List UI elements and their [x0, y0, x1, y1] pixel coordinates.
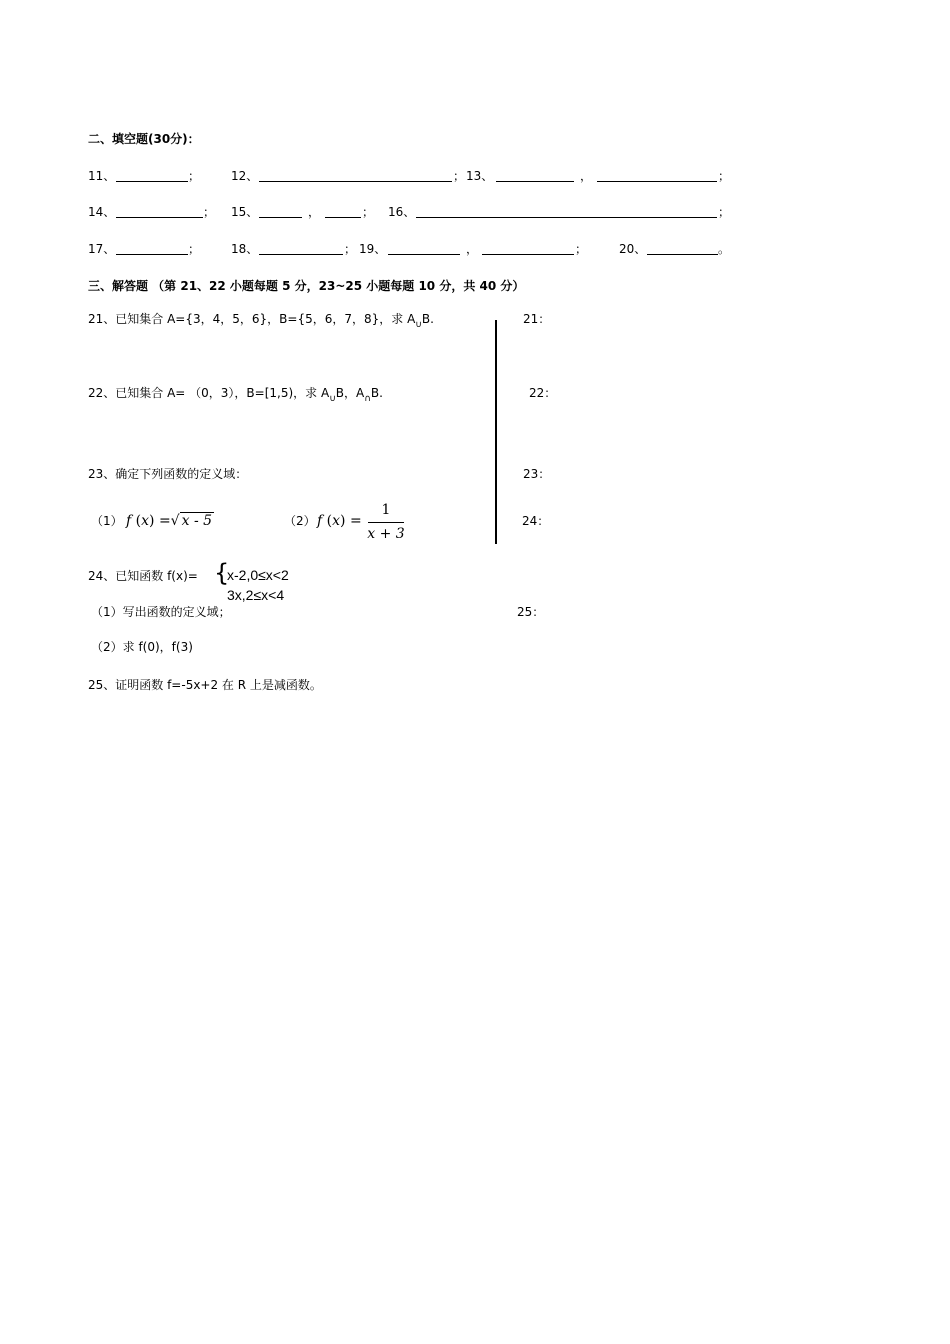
q19-label: 19、 — [359, 242, 387, 256]
q12-label: 12、 — [231, 169, 259, 183]
intersection-symbol: ∩ — [364, 394, 371, 404]
problem-24-part1: （1）写出函数的定义域； — [91, 605, 231, 619]
problem-25-text: 25、证明函数 f=-5x+2 在 R 上是减函数。 — [88, 678, 322, 692]
q18-blank — [259, 254, 343, 255]
answer-25-label: 25： — [517, 605, 545, 619]
formula-2-numerator: 1 — [381, 502, 391, 518]
q20-blank — [647, 254, 718, 255]
problem-23-part2-label: （2） — [284, 514, 316, 528]
problem-23-text: 23、确定下列函数的定义域： — [88, 467, 248, 481]
q17-label: 17、 — [88, 242, 116, 256]
fraction-bar — [368, 522, 404, 523]
formula-1: f (x) =√ x - 5 — [126, 513, 213, 529]
problem-24-part2: （2）求 f(0)，f(3) — [91, 640, 193, 654]
q13-blank-2 — [597, 181, 717, 182]
formula-1-radicand: x - 5 — [181, 513, 213, 529]
q17-blank — [116, 254, 188, 255]
union-symbol: ∪ — [329, 394, 336, 404]
piecewise-brace: { — [214, 559, 230, 587]
formula-2: f (x) = — [317, 513, 362, 529]
answer-22-label: 22： — [529, 386, 557, 400]
formula-1-x: x — [141, 513, 150, 529]
problem-24-text: 24、已知函数 f(x)= — [88, 569, 198, 583]
problem-22-mid: B，A — [335, 386, 365, 400]
q13-comma: ， — [580, 169, 593, 183]
q19-blank-1 — [388, 254, 460, 255]
q18-label: 18、 — [231, 242, 259, 256]
problem-22-text: 22、已知集合 A= （0，3），B=[1,5)，求 A — [88, 386, 330, 400]
problem-21 — [88, 311, 434, 333]
section-2-title: 二、填空题(30分)： — [88, 132, 200, 146]
q13-semicolon: ； — [718, 169, 731, 183]
problem-22 — [88, 385, 383, 407]
q15-comma: ， — [308, 205, 321, 219]
q15-blank-1 — [259, 217, 302, 218]
q13-blank-1 — [496, 181, 574, 182]
q17-semicolon: ； — [188, 242, 201, 256]
q20-label: 20、 — [619, 242, 647, 256]
q16-blank — [416, 217, 717, 218]
answer-21-label: 21： — [523, 312, 551, 326]
q16-label: 16、 — [388, 205, 416, 219]
q15-semicolon: ； — [362, 205, 375, 219]
answer-divider — [495, 320, 497, 544]
sqrt-sign: √ — [170, 513, 180, 529]
q13-label: 13、 — [466, 169, 494, 183]
q14-semicolon: ； — [203, 205, 216, 219]
q19-comma: ， — [466, 242, 479, 256]
q11-label: 11、 — [88, 169, 116, 183]
problem-21-end: B. — [421, 312, 434, 326]
q19-blank-2 — [482, 254, 574, 255]
problem-23-part1-label: （1） — [91, 514, 123, 528]
q15-label: 15、 — [231, 205, 259, 219]
piecewise-case-2: 3x,2≤x<4 — [227, 587, 285, 603]
union-symbol: ∪ — [415, 320, 422, 330]
q19-semicolon: ； — [575, 242, 588, 256]
q14-label: 14、 — [88, 205, 116, 219]
formula-1-eq: = — [158, 513, 171, 529]
answer-23-label: 23： — [523, 467, 551, 481]
formula-1-f: f — [126, 513, 132, 529]
q12-semicolon: ； — [453, 169, 466, 183]
problem-21-text: 21、已知集合 A={3，4，5，6}，B={5，6，7，8}，求 A — [88, 312, 416, 326]
q11-blank — [116, 181, 188, 182]
formula-2-x: x — [332, 513, 341, 529]
problem-22-end: B. — [370, 386, 383, 400]
formula-2-denominator: x + 3 — [367, 526, 405, 542]
q14-blank — [116, 217, 203, 218]
q16-semicolon: ； — [718, 205, 731, 219]
formula-2-eq: = — [349, 513, 362, 529]
answer-24-label: 24： — [522, 514, 550, 528]
q18-semicolon: ； — [344, 242, 357, 256]
formula-2-f: f — [317, 513, 323, 529]
q11-semicolon: ； — [188, 169, 201, 183]
q20-period: 。 — [718, 242, 731, 256]
q15-blank-2 — [325, 217, 361, 218]
piecewise-case-1: x-2,0≤x<2 — [227, 567, 289, 583]
section-3-title: 三、解答题 （第 21、22 小题每题 5 分，23~25 小题每题 10 分，共 40 分） — [88, 279, 525, 293]
q12-blank — [259, 181, 452, 182]
